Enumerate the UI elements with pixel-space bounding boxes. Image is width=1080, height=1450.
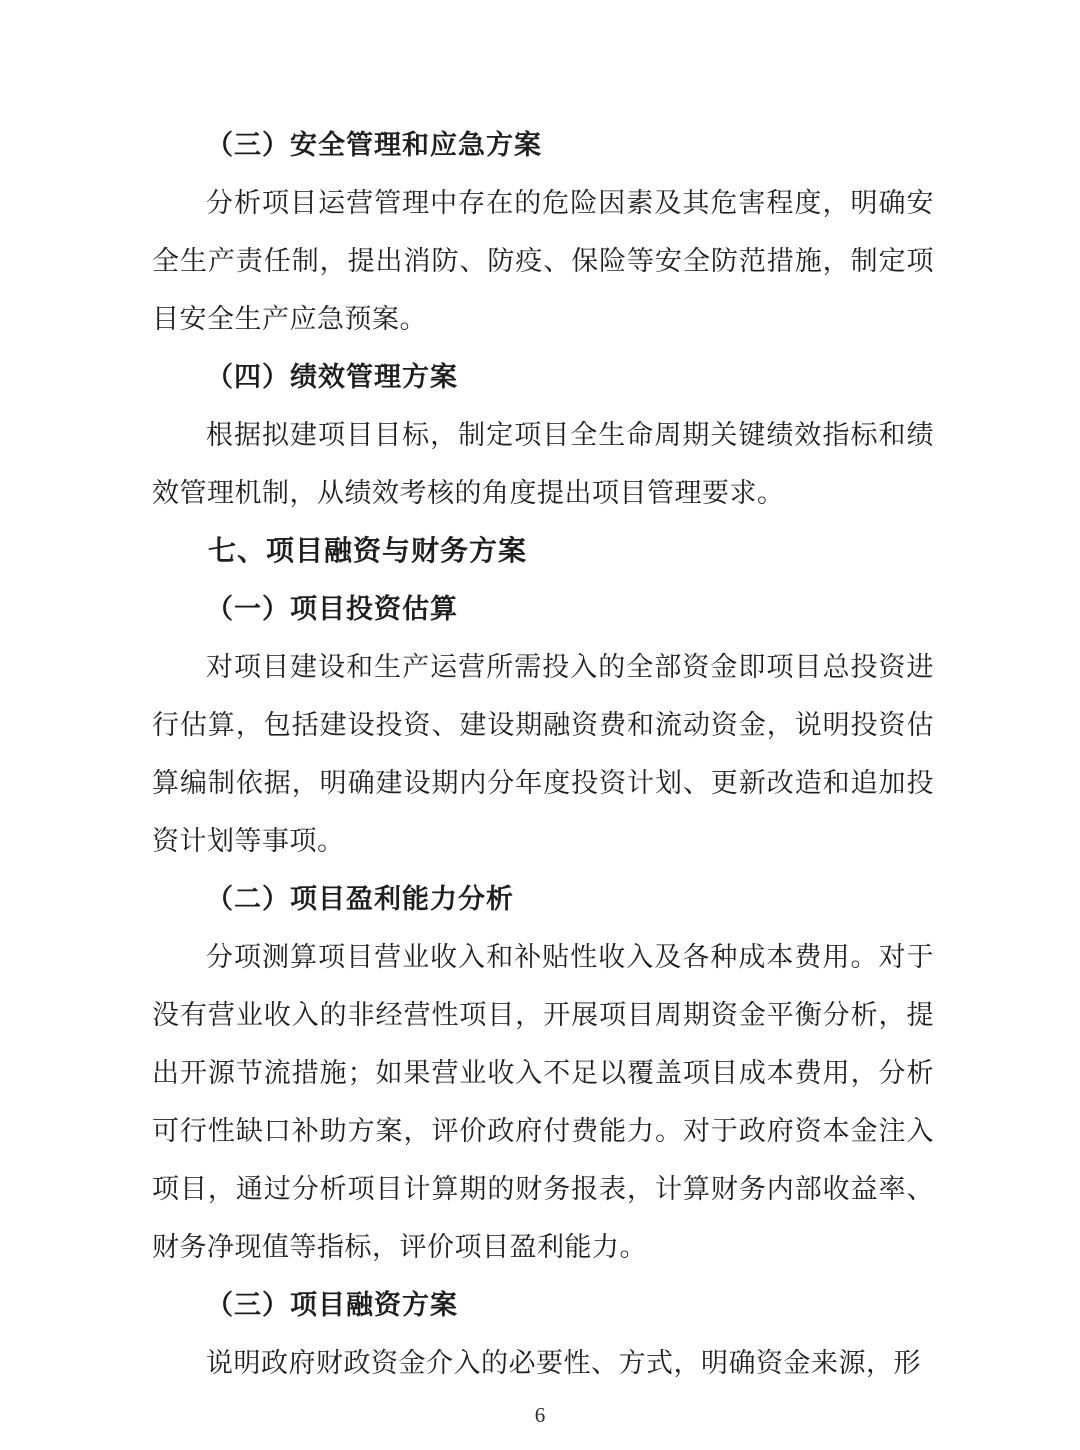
- section-heading-profitability-analysis: （二）项目盈利能力分析: [206, 884, 514, 914]
- paragraph-profitability-analysis: 分项测算项目营业收入和补贴性收入及各种成本费用。对于没有营业收入的非经营性项目，开展项目周期资金平衡分析，提出开源节流措施；如果营业收入不足以覆盖项目成本费用，分析可行性缺口补助方案，评价政府付费能力。对于政府资本金注入项目，通过分析项目计算期的财务报表，计算财务内部收益率、财务净现值等指标，评价项目盈利能力。: [152, 942, 934, 1262]
- section-heading-investment-estimate: （一）项目投资估算: [206, 594, 458, 624]
- section-heading-financing-plan: （三）项目融资方案: [206, 1290, 458, 1320]
- chapter-heading-financing-and-finance: 七、项目融资与财务方案: [208, 535, 528, 566]
- page-number: 6: [534, 1403, 546, 1427]
- section-heading-safety-management: （三）安全管理和应急方案: [206, 130, 542, 160]
- paragraph-investment-estimate: 对项目建设和生产运营所需投入的全部资金即项目总投资进行估算，包括建设投资、建设期融资费和流动资金，说明投资估算编制依据，明确建设期内分年度投资计划、更新改造和追加投资计划等事项。: [152, 652, 934, 856]
- paragraph-financing-plan: 说明政府财政资金介入的必要性、方式，明确资金来源，形: [206, 1348, 921, 1378]
- paragraph-safety-management: 分析项目运营管理中存在的危险因素及其危害程度，明确安全生产责任制，提出消防、防疫、保险等安全防范措施，制定项目安全生产应急预案。: [152, 188, 934, 334]
- section-heading-performance-management: （四）绩效管理方案: [206, 362, 458, 392]
- paragraph-performance-management: 根据拟建项目目标，制定项目全生命周期关键绩效指标和绩效管理机制，从绩效考核的角度提出项目管理要求。: [152, 420, 934, 508]
- document-body: [152, 116, 934, 1392]
